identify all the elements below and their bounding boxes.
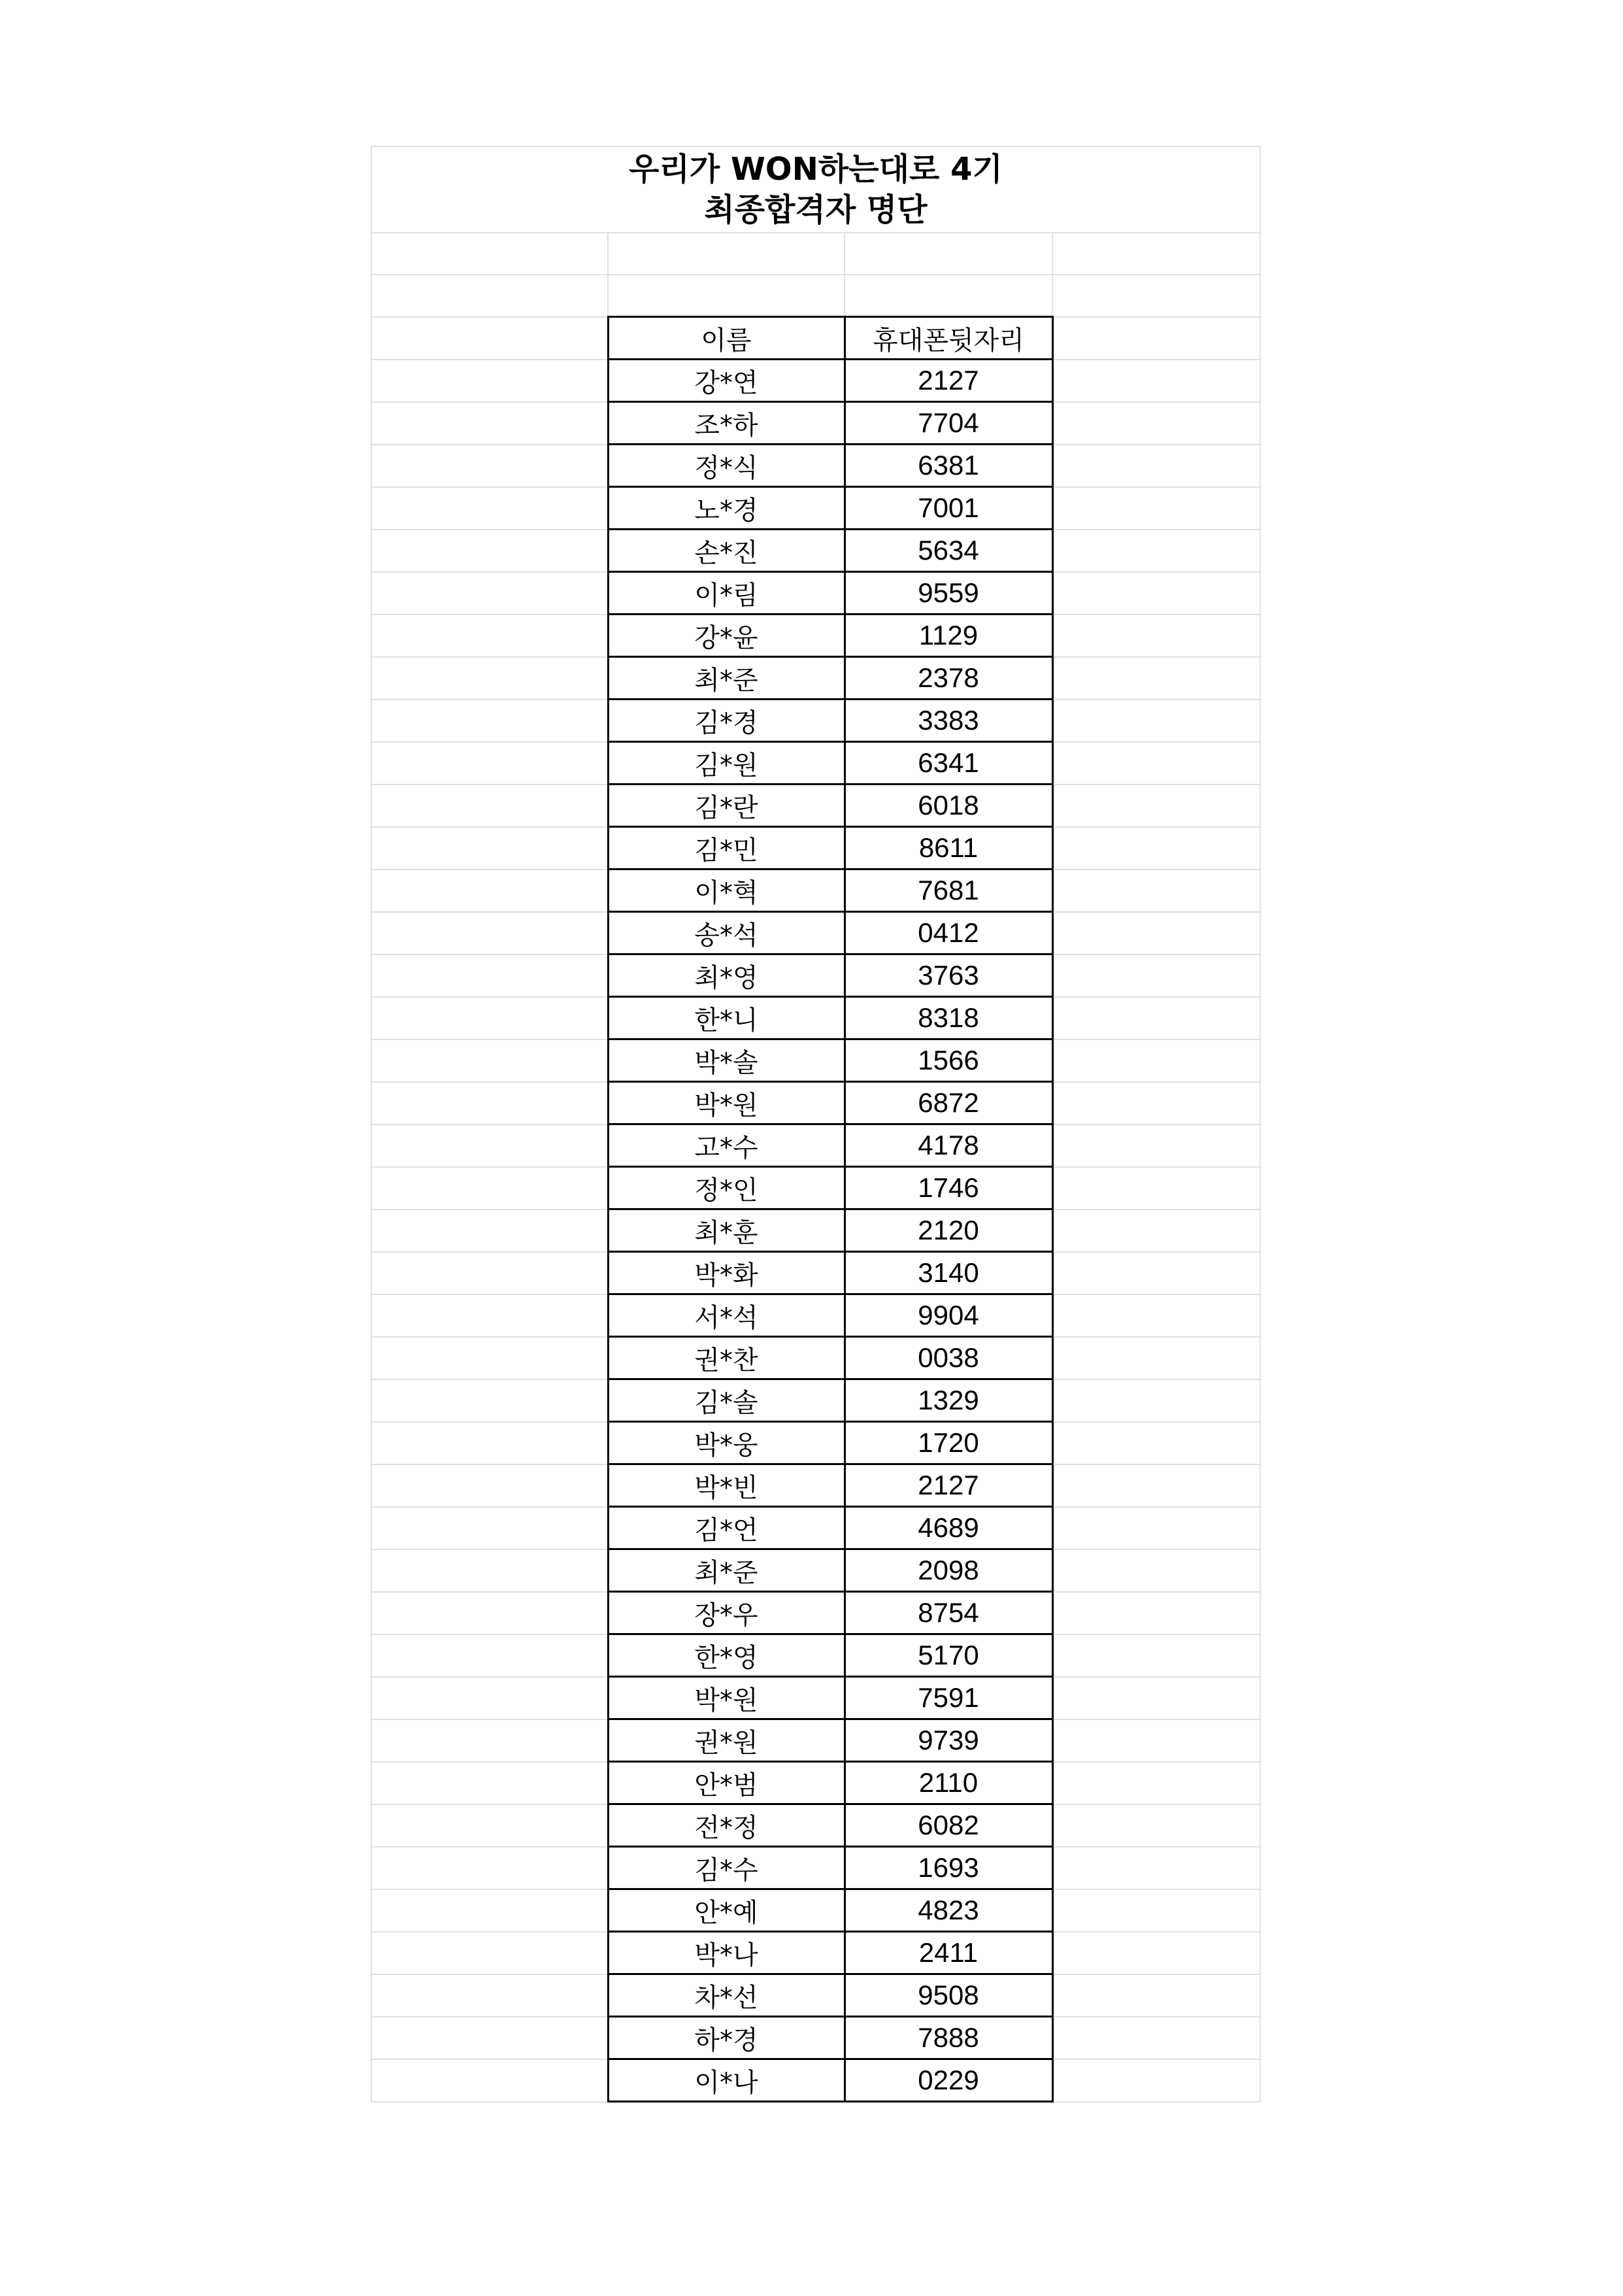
finalist-phone-digits-cell: 2127 [845,360,1052,402]
finalist-name-cell: 김*란 [608,785,845,827]
finalist-phone-digits-cell: 1746 [845,1167,1052,1209]
finalist-phone-digits-cell: 9508 [845,1974,1052,2017]
table-row [371,827,1260,869]
empty-cell [371,1932,608,1974]
table-row [371,1039,1260,1082]
finalist-name-cell: 조*하 [608,402,845,445]
table-row [371,1974,1260,2017]
table-row [371,912,1260,954]
finalist-phone-digits-cell: 7888 [845,2017,1052,2059]
finalist-name-cell: 최*준 [608,1549,845,1592]
finalist-name-cell: 송*석 [608,912,845,954]
finalist-phone-digits-cell: 3763 [845,954,1052,997]
table-row [371,1124,1260,1167]
finalist-name-cell: 박*웅 [608,1422,845,1464]
empty-cell [371,1209,608,1252]
finalist-phone-digits-cell: 6381 [845,445,1052,487]
table-row [371,1804,1260,1847]
finalist-name-cell: 강*연 [608,360,845,402]
empty-row [371,233,1260,275]
finalist-phone-digits-cell: 6872 [845,1082,1052,1124]
finalist-name-cell: 고*수 [608,1124,845,1167]
page-title [371,146,1260,233]
finalist-phone-digits-cell: 9559 [845,572,1052,615]
empty-cell [371,954,608,997]
empty-cell [1052,1337,1260,1379]
title-row [371,146,1260,233]
table-row [371,785,1260,827]
empty-cell [371,1847,608,1889]
finalist-phone-digits-cell: 1129 [845,615,1052,657]
table-row [371,1464,1260,1507]
finalist-phone-digits-cell: 5634 [845,530,1052,572]
finalist-phone-digits-cell: 6082 [845,1804,1052,1847]
finalist-phone-digits-cell: 7591 [845,1677,1052,1719]
finalist-phone-digits-cell: 9904 [845,1294,1052,1337]
finalist-phone-digits-cell: 7704 [845,402,1052,445]
empty-cell [371,1252,608,1294]
table-row [371,445,1260,487]
table-row [371,742,1260,785]
empty-cell [1052,1507,1260,1549]
table-row [371,615,1260,657]
empty-cell [371,2017,608,2059]
empty-cell [1052,572,1260,615]
finalist-name-cell: 장*우 [608,1592,845,1634]
empty-cell [1052,317,1260,360]
empty-cell [1052,1762,1260,1804]
finalist-name-cell: 박*원 [608,1677,845,1719]
finalists-sheet [371,146,1261,2102]
title-line-1: 우리가 WON하는대로 4기 [629,151,1003,188]
empty-cell [371,742,608,785]
finalist-name-cell: 손*진 [608,530,845,572]
table-row [371,1422,1260,1464]
finalist-phone-digits-cell: 0229 [845,2059,1052,2102]
finalist-name-cell: 최*준 [608,657,845,700]
table-row [371,530,1260,572]
empty-cell [371,1082,608,1124]
table-row [371,402,1260,445]
empty-cell [1052,997,1260,1039]
finalist-name-cell: 최*영 [608,954,845,997]
finalist-phone-digits-cell: 3140 [845,1252,1052,1294]
empty-cell [371,402,608,445]
finalist-name-cell: 하*경 [608,2017,845,2059]
finalist-name-cell: 노*경 [608,487,845,530]
empty-cell [1052,700,1260,742]
empty-cell [1052,869,1260,912]
finalist-name-cell: 박*나 [608,1932,845,1974]
table-row [371,572,1260,615]
empty-cell [371,1719,608,1762]
finalist-name-cell: 권*찬 [608,1337,845,1379]
empty-cell [371,2059,608,2102]
table-row [371,997,1260,1039]
finalist-phone-digits-cell: 2127 [845,1464,1052,1507]
table-row [371,1294,1260,1337]
empty-cell [1052,1294,1260,1337]
finalist-phone-digits-cell: 7001 [845,487,1052,530]
finalist-phone-digits-cell: 2378 [845,657,1052,700]
empty-cell [371,615,608,657]
empty-cell [371,1804,608,1847]
table-row [371,2059,1260,2102]
finalist-phone-digits-cell: 8611 [845,827,1052,869]
table-row [371,1932,1260,1974]
finalist-phone-digits-cell: 7681 [845,869,1052,912]
empty-cell [371,912,608,954]
table-row [371,1379,1260,1422]
finalist-phone-digits-cell: 8754 [845,1592,1052,1634]
empty-cell [845,233,1052,275]
finalist-name-cell: 박*빈 [608,1464,845,1507]
empty-cell [1052,615,1260,657]
empty-cell [371,1337,608,1379]
finalist-name-cell: 정*식 [608,445,845,487]
empty-cell [608,275,845,317]
empty-cell [371,1039,608,1082]
empty-cell [371,1592,608,1634]
finalist-phone-digits-cell: 1693 [845,1847,1052,1889]
empty-cell [371,1124,608,1167]
finalist-name-cell: 최*훈 [608,1209,845,1252]
finalist-name-cell: 박*솔 [608,1039,845,1082]
sheet-body [371,146,1260,2102]
finalist-name-cell: 김*솔 [608,1379,845,1422]
empty-cell [1052,785,1260,827]
empty-cell [1052,1464,1260,1507]
empty-cell [371,657,608,700]
finalist-name-cell: 김*민 [608,827,845,869]
table-row [371,1762,1260,1804]
table-row [371,1337,1260,1379]
table-row [371,1082,1260,1124]
finalist-name-cell: 김*수 [608,1847,845,1889]
finalist-name-cell: 정*인 [608,1167,845,1209]
empty-cell [1052,1592,1260,1634]
finalist-phone-digits-cell: 8318 [845,997,1052,1039]
empty-cell [371,1762,608,1804]
finalist-name-cell: 한*니 [608,997,845,1039]
empty-cell [1052,1422,1260,1464]
table-row [371,1634,1260,1677]
empty-cell [1052,1209,1260,1252]
finalist-phone-digits-cell: 9739 [845,1719,1052,1762]
finalist-phone-digits-cell: 6018 [845,785,1052,827]
finalist-name-cell: 이*나 [608,2059,845,2102]
table-row [371,1209,1260,1252]
empty-cell [1052,657,1260,700]
finalist-name-cell: 안*예 [608,1889,845,1932]
empty-cell [1052,2017,1260,2059]
table-row [371,1252,1260,1294]
table-row [371,1847,1260,1889]
finalist-name-cell: 안*범 [608,1762,845,1804]
empty-cell [371,1167,608,1209]
finalist-phone-digits-cell: 5170 [845,1634,1052,1677]
finalist-phone-digits-cell: 2411 [845,1932,1052,1974]
finalist-phone-digits-cell: 2098 [845,1549,1052,1592]
empty-cell [371,530,608,572]
finalist-name-cell: 권*원 [608,1719,845,1762]
empty-cell [1052,1379,1260,1422]
empty-cell [371,360,608,402]
empty-cell [371,997,608,1039]
table-row [371,1719,1260,1762]
empty-cell [1052,1252,1260,1294]
empty-cell [371,1677,608,1719]
finalist-phone-digits-cell: 4689 [845,1507,1052,1549]
empty-cell [371,487,608,530]
empty-cell [1052,1889,1260,1932]
empty-cell [1052,530,1260,572]
table-row [371,1677,1260,1719]
finalist-phone-digits-cell: 0038 [845,1337,1052,1379]
empty-cell [371,572,608,615]
empty-cell [1052,1634,1260,1677]
empty-cell [1052,912,1260,954]
finalist-name-cell: 차*선 [608,1974,845,2017]
table-row [371,1507,1260,1549]
digits-column-header: 휴대폰뒷자리 [845,317,1052,360]
empty-cell [371,785,608,827]
empty-cell [1052,827,1260,869]
finalist-name-cell: 한*영 [608,1634,845,1677]
table-row [371,1889,1260,1932]
table-row [371,954,1260,997]
table-row [371,360,1260,402]
finalist-phone-digits-cell: 2120 [845,1209,1052,1252]
finalist-name-cell: 서*석 [608,1294,845,1337]
empty-cell [1052,402,1260,445]
empty-cell [371,445,608,487]
finalist-name-cell: 김*경 [608,700,845,742]
finalist-name-cell: 강*윤 [608,615,845,657]
finalist-name-cell: 김*원 [608,742,845,785]
empty-cell [371,1422,608,1464]
empty-cell [371,1974,608,2017]
empty-cell [1052,1167,1260,1209]
empty-cell [371,1464,608,1507]
table-row [371,487,1260,530]
empty-cell [1052,1549,1260,1592]
empty-cell [371,827,608,869]
finalist-name-cell: 이*혁 [608,869,845,912]
empty-cell [1052,1932,1260,1974]
finalist-phone-digits-cell: 0412 [845,912,1052,954]
table-row [371,657,1260,700]
finalist-phone-digits-cell: 4178 [845,1124,1052,1167]
empty-cell [371,1379,608,1422]
empty-cell [1052,487,1260,530]
empty-cell [845,275,1052,317]
empty-cell [371,700,608,742]
finalist-phone-digits-cell: 1329 [845,1379,1052,1422]
empty-cell [371,869,608,912]
table-row [371,2017,1260,2059]
header-row [371,317,1260,360]
empty-cell [1052,2059,1260,2102]
empty-cell [1052,1039,1260,1082]
empty-cell [1052,1124,1260,1167]
name-column-header: 이름 [608,317,845,360]
empty-cell [371,1889,608,1932]
empty-cell [371,317,608,360]
table-row [371,700,1260,742]
finalist-phone-digits-cell: 3383 [845,700,1052,742]
table-row [371,1549,1260,1592]
empty-cell [371,1507,608,1549]
finalist-phone-digits-cell: 1566 [845,1039,1052,1082]
empty-cell [1052,233,1260,275]
title-line-2: 최종합격자 명단 [704,192,928,228]
empty-cell [371,1294,608,1337]
empty-cell [371,233,608,275]
finalist-name-cell: 전*정 [608,1804,845,1847]
empty-cell [1052,1082,1260,1124]
empty-cell [1052,1719,1260,1762]
finalist-name-cell: 김*언 [608,1507,845,1549]
finalist-name-cell: 이*림 [608,572,845,615]
finalist-phone-digits-cell: 1720 [845,1422,1052,1464]
table-row [371,1167,1260,1209]
empty-cell [1052,275,1260,317]
empty-cell [1052,1677,1260,1719]
empty-cell [371,1634,608,1677]
empty-row [371,275,1260,317]
empty-cell [371,275,608,317]
empty-cell [608,233,845,275]
empty-cell [1052,1847,1260,1889]
empty-cell [1052,742,1260,785]
finalist-name-cell: 박*원 [608,1082,845,1124]
empty-cell [1052,1974,1260,2017]
finalist-phone-digits-cell: 4823 [845,1889,1052,1932]
empty-cell [1052,1804,1260,1847]
table-row [371,869,1260,912]
empty-cell [1052,360,1260,402]
table-row [371,1592,1260,1634]
finalist-phone-digits-cell: 6341 [845,742,1052,785]
empty-cell [1052,954,1260,997]
empty-cell [371,1549,608,1592]
finalist-name-cell: 박*화 [608,1252,845,1294]
empty-cell [1052,445,1260,487]
finalist-phone-digits-cell: 2110 [845,1762,1052,1804]
